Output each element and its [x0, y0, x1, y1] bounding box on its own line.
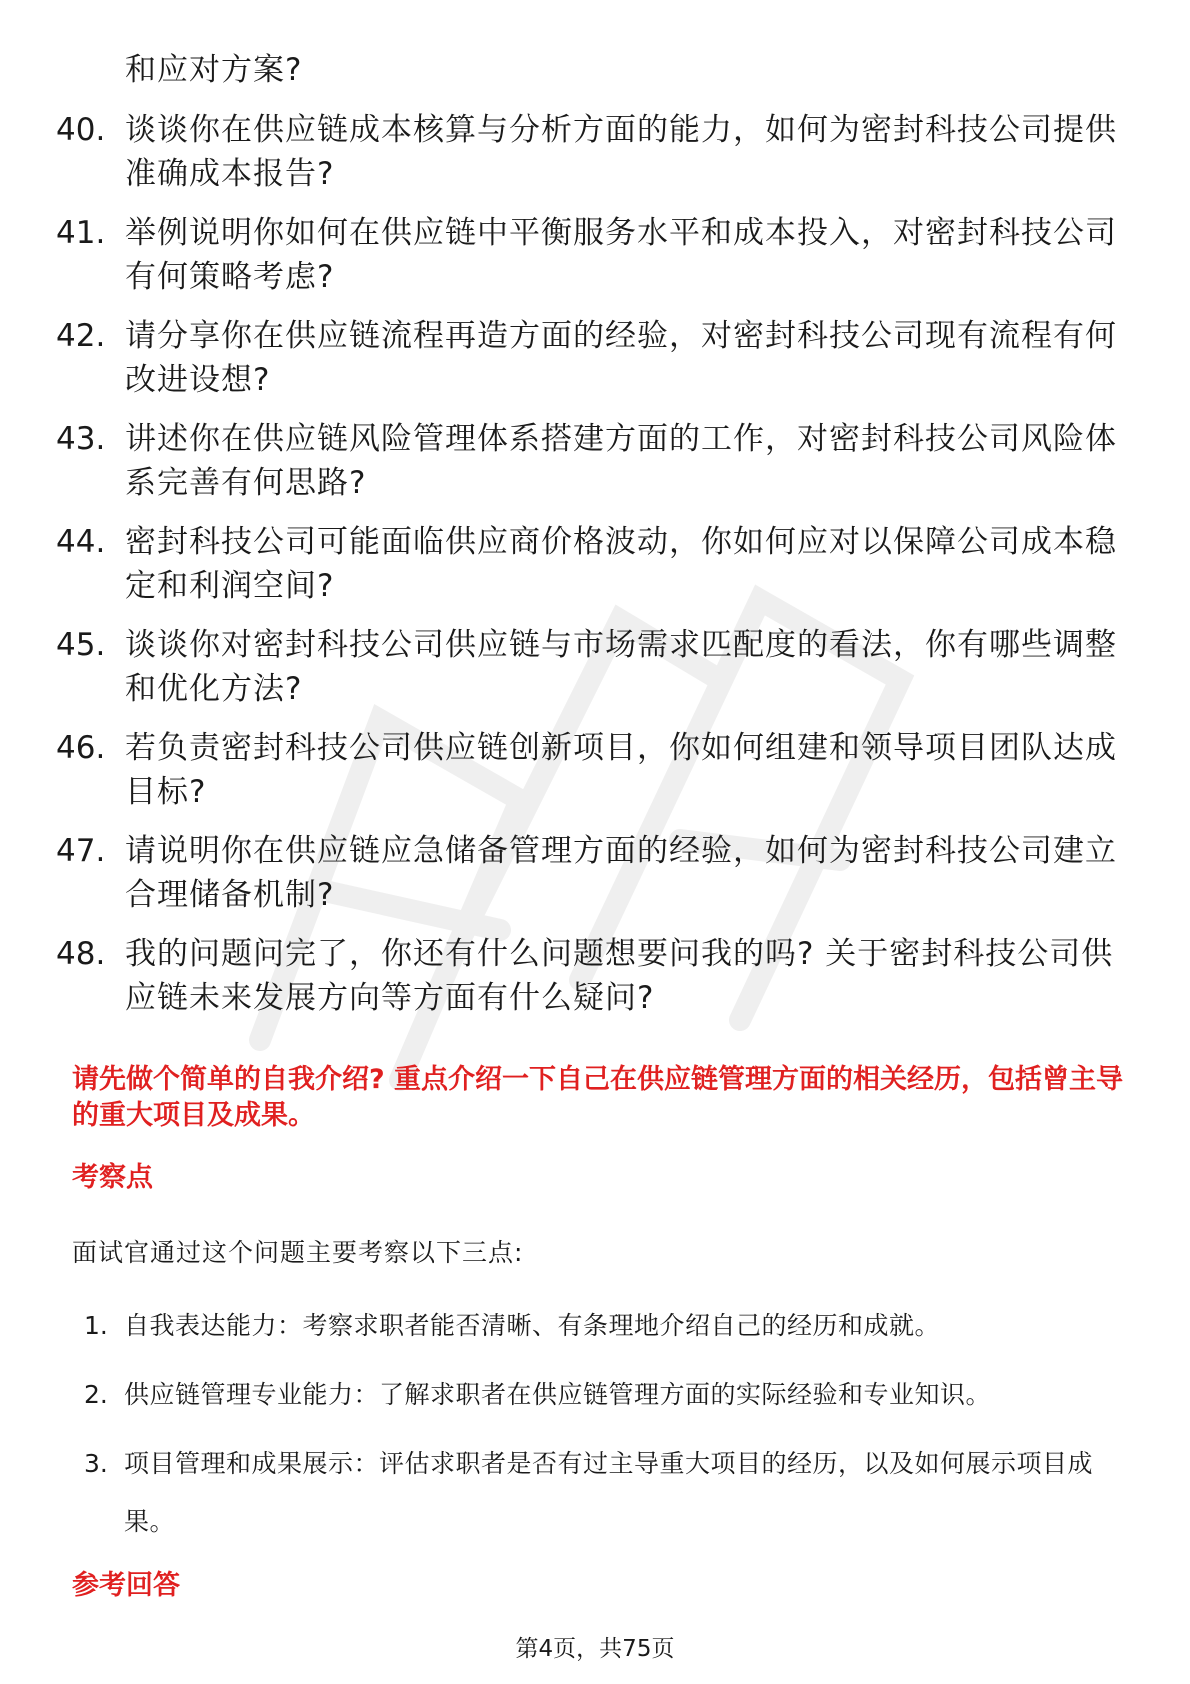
question-number: 41. [56, 215, 106, 251]
point-number: 2. [84, 1380, 108, 1409]
question-text: 谈谈你在供应链成本核算与分析方面的能力，如何为密封科技公司提供准确成本报告? [125, 112, 1117, 192]
page-footer: 第4页，共75页 [515, 1636, 675, 1662]
point-text: 自我表达能力：考察求职者能否清晰、有条理地介绍自己的经历和成就。 [124, 1311, 941, 1340]
question-text: 讲述你在供应链风险管理体系搭建方面的工作，对密封科技公司风险体系完善有何思路? [125, 421, 1117, 501]
list-item [56, 314, 1136, 402]
point-text: 项目管理和成果展示：评估求职者是否有过主导重大项目的经历，以及如何展示项目成果。 [124, 1449, 1094, 1536]
list-item [56, 211, 1136, 299]
question-list [56, 108, 1136, 1035]
point-number: 1. [84, 1311, 108, 1340]
reference-answer-heading: 参考回答 [72, 1570, 180, 1601]
assessment-heading: 考察点 [72, 1162, 153, 1193]
point-number: 3. [84, 1449, 108, 1478]
question-number: 40. [56, 112, 106, 148]
question-number: 47. [56, 833, 106, 869]
question-text: 举例说明你如何在供应链中平衡服务水平和成本投入，对密封科技公司有何策略考虑? [125, 215, 1117, 295]
list-item [84, 1446, 1124, 1551]
list-item [56, 829, 1136, 917]
list-item [56, 520, 1136, 608]
list-item [84, 1377, 1124, 1424]
question-number: 45. [56, 627, 106, 663]
question-number: 43. [56, 421, 106, 457]
question-continuation-text: 和应对方案? [125, 52, 303, 88]
point-text: 供应链管理专业能力：了解求职者在供应链管理方面的实际经验和专业知识。 [124, 1380, 992, 1409]
list-item [56, 932, 1136, 1020]
question-text: 请说明你在供应链应急储备管理方面的经验，如何为密封科技公司建立合理储备机制? [125, 833, 1117, 913]
question-number: 48. [56, 936, 106, 972]
question-text: 请分享你在供应链流程再造方面的经验，对密封科技公司现有流程有何改进设想? [125, 318, 1117, 398]
highlighted-question: 请先做个简单的自我介绍? 重点介绍一下自己在供应链管理方面的相关经历，包括曾主导的重大项目及成果。 [72, 1064, 1124, 1131]
question-number: 42. [56, 318, 106, 354]
question-text: 密封科技公司可能面临供应商价格波动，你如何应对以保障公司成本稳定和利润空间? [125, 524, 1117, 604]
question-text: 我的问题问完了，你还有什么问题想要问我的吗? 关于密封科技公司供应链未来发展方向等方面有什么疑问? [125, 936, 1114, 1016]
list-item [84, 1308, 1124, 1355]
question-text: 若负责密封科技公司供应链创新项目，你如何组建和领导项目团队达成目标? [125, 730, 1117, 810]
question-number: 46. [56, 730, 106, 766]
question-text: 谈谈你对密封科技公司供应链与市场需求匹配度的看法，你有哪些调整和优化方法? [125, 627, 1117, 707]
list-item [56, 623, 1136, 711]
list-item [56, 726, 1136, 814]
assessment-intro: 面试官通过这个问题主要考察以下三点: [72, 1238, 524, 1267]
question-number: 44. [56, 524, 106, 560]
list-item [56, 108, 1136, 196]
list-item [56, 417, 1136, 505]
assessment-point-list [84, 1308, 1124, 1573]
